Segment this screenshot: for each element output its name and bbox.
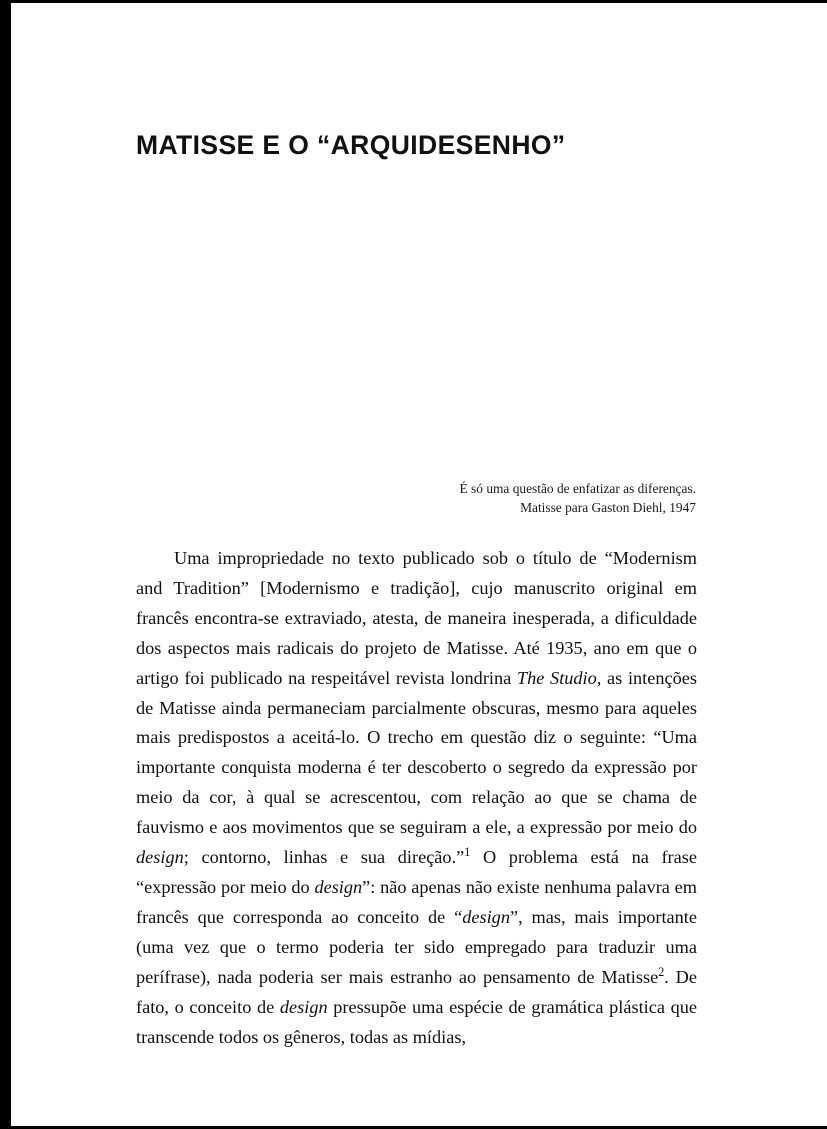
italic-design-3: design bbox=[462, 906, 510, 927]
text-run: pressupõe uma espécie de gramática plástica que transcende todos os gêneros, todas as mídias, bbox=[136, 996, 697, 1047]
italic-design-2: design bbox=[314, 876, 363, 897]
text-run: ; contorno, linhas e sua direção.” bbox=[183, 847, 465, 868]
paragraph-1 bbox=[136, 544, 697, 1052]
footnote-reference-1: 1 bbox=[464, 844, 471, 859]
body-text bbox=[136, 544, 697, 1052]
text-run: Uma impropriedade no texto publicado sob o título de “Modernism and Tradition” [Modernismo e tradição], cujo manuscrito original em francês encontra-se extraviado, atesta, de maneira inesperada, a dificuldade dos aspectos mais radicais do projeto de Matisse. Até 1935, ano em que o artigo foi publicado na respeitável revista londrina bbox=[136, 548, 697, 688]
footnote-reference-2: 2 bbox=[658, 964, 665, 979]
italic-design-1: design bbox=[136, 847, 184, 868]
text-run: . De fato, o conceito de bbox=[136, 966, 697, 1017]
text-run: ”, mas, mais importante (uma vez que o termo poderia ter sido empregado para traduzir uma perífrase), nada poderia ser mais estranho ao pensamento de Matisse bbox=[136, 906, 697, 987]
page-content bbox=[136, 0, 696, 1129]
italic-the-studio: The Studio, bbox=[516, 667, 602, 688]
epigraph-quote: É só uma questão de enfatizar as diferenças. bbox=[459, 481, 696, 496]
text-run: ”: não apenas não existe nenhuma palavra em francês que corresponda ao conceito de “ bbox=[136, 876, 697, 927]
italic-design-4: design bbox=[279, 996, 328, 1017]
page-edge-left bbox=[0, 0, 11, 1129]
epigraph-attribution: Matisse para Gaston Diehl, 1947 bbox=[520, 500, 696, 516]
epigraph bbox=[136, 479, 696, 518]
text-run: O problema está na frase “expressão por meio do bbox=[136, 847, 697, 897]
page-title: MATISSE E O “ARQUIDESENHO” bbox=[136, 129, 566, 160]
text-run: as intenções de Matisse ainda permaneciam parcialmente obscuras, mesmo para aqueles mais predispostos a aceitá-lo. O trecho em questão diz o seguinte: “Uma importante conquista moderna é ter descoberto o segredo da expressão por meio da cor, à qual se acrescentou, com relação ao que se chama de fauvismo e aos movimentos que se seguiram a ele, a expressão por meio do bbox=[136, 667, 697, 838]
